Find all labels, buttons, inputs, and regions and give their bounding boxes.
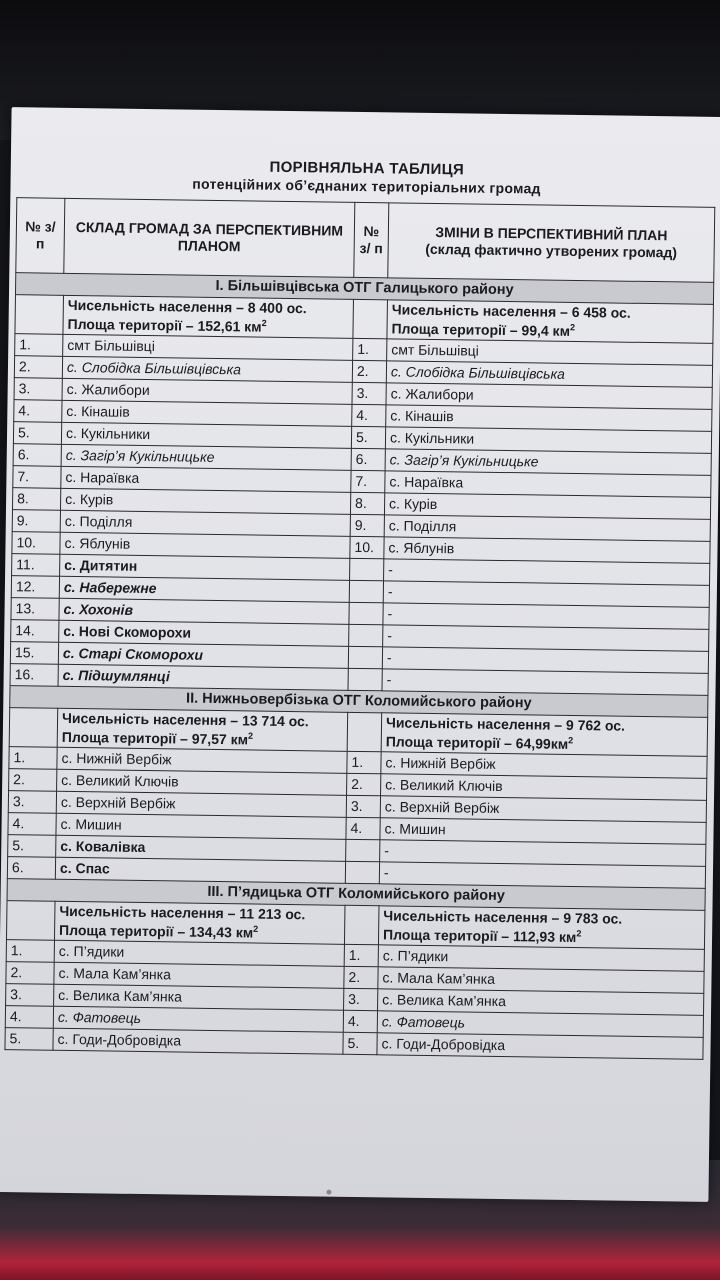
- right-settlement: с. Верхній Вербіж: [380, 796, 706, 823]
- left-row-number: 5.: [5, 1028, 53, 1051]
- right-row-number: [349, 580, 383, 602]
- population-text: Чисельність населення – 9 783 ос.: [383, 907, 623, 927]
- right-settlement: -: [382, 669, 708, 696]
- comparison-table: [4, 197, 715, 1060]
- left-settlement: с. Нараївка: [61, 466, 351, 492]
- right-number-blank: [344, 905, 379, 944]
- left-row-number: 10.: [12, 532, 60, 555]
- right-row-number: [348, 668, 382, 690]
- left-settlement: с. Жалибори: [62, 378, 352, 404]
- right-row-number: 1.: [353, 338, 387, 360]
- left-row-number: 2.: [14, 356, 62, 379]
- square-unit: 2: [248, 730, 254, 741]
- area-text: [59, 921, 340, 944]
- right-row-number: 4.: [343, 1010, 377, 1032]
- area-value: Площа території – 134,43 км: [59, 921, 254, 941]
- left-column-header: СКЛАД ГРОМАД ЗА ПЕРСПЕКТИВНИМ ПЛАНОМ: [64, 198, 355, 277]
- right-settlement: с. Нараївка: [385, 471, 711, 498]
- area-value: Площа території – 99,4 км: [391, 320, 571, 339]
- right-row-number: 1.: [347, 751, 381, 773]
- right-column-header: [388, 203, 715, 283]
- left-row-number: 1.: [9, 747, 57, 770]
- right-settlement: с. Нижній Вербіж: [381, 752, 707, 779]
- right-row-number: [349, 602, 383, 624]
- right-settlement: с. Курів: [384, 493, 710, 520]
- left-settlement: смт Більшівці: [63, 334, 353, 360]
- left-row-number: 1.: [15, 334, 63, 357]
- left-row-number: 16.: [10, 664, 58, 687]
- right-stats: [378, 906, 705, 950]
- right-settlement: -: [379, 862, 705, 889]
- right-number-header: № з/ п: [354, 202, 389, 277]
- left-row-number: 9.: [12, 510, 60, 533]
- right-settlement: смт Більшівці: [387, 339, 713, 366]
- left-row-number: 11.: [12, 554, 60, 577]
- left-settlement: с. Мала Кам’янка: [54, 962, 344, 988]
- left-settlement: с. Нові Скоморохи: [59, 620, 349, 646]
- left-settlement: с. Підшумлянці: [58, 664, 348, 690]
- right-settlement: с. Кінашів: [386, 405, 712, 432]
- right-settlement: -: [383, 625, 709, 652]
- left-row-number: 4.: [14, 400, 62, 423]
- right-row-number: 1.: [344, 944, 378, 966]
- right-row-number: 2.: [344, 966, 378, 988]
- left-row-number: 3.: [6, 984, 54, 1007]
- left-settlement: с. Хохонів: [59, 598, 349, 624]
- right-settlement: с. Кукільники: [385, 427, 711, 454]
- right-number-blank: [347, 712, 382, 751]
- square-unit: 2: [568, 735, 574, 746]
- area-value: Площа території – 64,99км: [385, 733, 569, 752]
- right-header-line2: (склад фактично утворених громад): [425, 240, 678, 261]
- left-row-number: 6.: [13, 444, 61, 467]
- left-settlement: с. Мишин: [56, 813, 346, 839]
- left-number-header: № з/ п: [16, 198, 65, 274]
- right-row-number: 5.: [351, 426, 385, 448]
- right-settlement: с. Яблунів: [384, 537, 710, 564]
- left-settlement: с. Курів: [60, 488, 350, 514]
- right-settlement: -: [383, 603, 709, 630]
- left-row-number: 13.: [11, 598, 59, 621]
- left-row-number: 8.: [12, 488, 60, 511]
- left-row-number: 3.: [14, 378, 62, 401]
- right-settlement: с. Слобідка Більшівцівська: [386, 361, 712, 388]
- right-settlement: с. Велика Кам’янка: [378, 989, 704, 1016]
- left-stats: [57, 708, 348, 751]
- population-text: Чисельність населення – 11 213 ос.: [59, 902, 306, 923]
- table-header-row: [16, 198, 715, 283]
- left-settlement: с. Кінашів: [62, 400, 352, 426]
- left-settlement: с. Загір’я Кукільницьке: [61, 444, 351, 470]
- right-stats: [387, 300, 714, 344]
- left-settlement: с. Слобідка Більшівцівська: [62, 356, 352, 382]
- right-row-number: 10.: [350, 536, 384, 558]
- left-number-blank: [15, 295, 64, 335]
- document-page: [0, 107, 720, 1202]
- population-text: Чисельність населення – 9 762 ос.: [385, 714, 626, 734]
- left-row-number: 12.: [11, 576, 59, 599]
- right-row-number: 2.: [352, 360, 386, 382]
- left-row-number: 7.: [13, 466, 61, 489]
- area-value: Площа території – 112,93 км: [382, 926, 577, 946]
- right-row-number: [350, 558, 384, 580]
- right-settlement: с. П’ядики: [378, 945, 704, 972]
- right-row-number: 3.: [346, 795, 380, 817]
- right-settlement: с. Фатовець: [377, 1011, 703, 1038]
- area-text: [67, 315, 348, 338]
- left-settlement: с. Спас: [55, 857, 345, 883]
- right-settlement: с. Загір’я Кукільницьке: [385, 449, 711, 476]
- square-unit: 2: [576, 928, 582, 939]
- left-number-blank: [9, 708, 58, 748]
- document-title: ПОРІВНЯЛЬНА ТАБЛИЦЯ: [269, 158, 465, 179]
- left-settlement: с. Годи-Добровідка: [53, 1028, 343, 1054]
- right-row-number: 6.: [351, 448, 385, 470]
- left-row-number: 2.: [9, 769, 57, 792]
- right-row-number: 5.: [343, 1032, 377, 1054]
- population-text: Чисельність населення – 8 400 ос.: [67, 296, 307, 317]
- right-row-number: 7.: [351, 470, 385, 492]
- paper-mark: [326, 1190, 331, 1195]
- right-settlement: -: [384, 559, 710, 586]
- right-settlement: с. Годи-Добровідка: [377, 1033, 703, 1060]
- square-unit: 2: [261, 317, 267, 329]
- left-settlement: с. П’ядики: [54, 940, 344, 966]
- right-settlement: с. Поділля: [384, 515, 710, 542]
- area-value: Площа території – 152,61 км: [67, 315, 262, 335]
- left-settlement: с. Велика Кам’янка: [54, 984, 344, 1010]
- right-settlement: -: [380, 840, 706, 867]
- right-row-number: 3.: [352, 382, 386, 404]
- right-settlement: -: [382, 647, 708, 674]
- right-stats: [381, 713, 708, 757]
- right-settlement: -: [383, 581, 709, 608]
- left-settlement: с. Фатовець: [53, 1006, 343, 1032]
- right-row-number: [348, 646, 382, 668]
- right-header-line1: ЗМІНИ В ПЕРСПЕКТИВНИЙ ПЛАН: [435, 224, 668, 244]
- left-stats: [54, 901, 345, 944]
- right-settlement: с. Великий Ключів: [381, 774, 707, 801]
- square-unit: 2: [569, 322, 576, 333]
- document-subtitle: потенційних об’єднаних територіальних громад: [192, 175, 541, 197]
- right-settlement: с. Мишин: [380, 818, 706, 845]
- left-row-number: 14.: [11, 620, 59, 643]
- left-row-number: 4.: [5, 1006, 53, 1029]
- left-row-number: 4.: [8, 813, 56, 836]
- section-title: І. Більшівцівська ОТГ Галицького району: [15, 273, 713, 305]
- section-title: ІІІ. П’ядицька ОТГ Коломийського району: [7, 879, 705, 911]
- table-body: [5, 273, 714, 1060]
- left-settlement: с. Ковалівка: [56, 835, 346, 861]
- right-row-number: [349, 624, 383, 646]
- right-row-number: [346, 839, 380, 861]
- right-number-blank: [353, 299, 388, 338]
- left-settlement: с. Яблунів: [60, 532, 350, 558]
- section-title: ІІ. Нижньовербізька ОТГ Коломийського району: [10, 686, 708, 718]
- right-row-number: 2.: [347, 773, 381, 795]
- left-settlement: с. Поділля: [60, 510, 350, 536]
- area-text: [62, 728, 343, 751]
- population-text: Чисельність населення – 6 458 ос.: [391, 301, 631, 321]
- left-row-number: 2.: [6, 962, 54, 985]
- left-row-number: 5.: [13, 422, 61, 445]
- area-value: Площа території – 97,57 км: [61, 728, 249, 748]
- left-settlement: с. Набережне: [59, 576, 349, 602]
- square-unit: 2: [253, 923, 259, 934]
- population-text: Чисельність населення – 13 714 ос.: [61, 709, 309, 730]
- left-settlement: с. Старі Скоморохи: [58, 642, 348, 668]
- right-row-number: 8.: [350, 492, 384, 514]
- left-settlement: с. Кукільники: [61, 422, 351, 448]
- left-settlement: с. Дитятин: [60, 554, 350, 580]
- right-row-number: [345, 861, 379, 883]
- right-settlement: с. Мала Кам’янка: [378, 967, 704, 994]
- left-settlement: с. Великий Ключів: [57, 769, 347, 795]
- left-row-number: 5.: [8, 835, 56, 858]
- left-settlement: с. Нижній Вербіж: [57, 747, 347, 773]
- left-row-number: 15.: [10, 642, 58, 665]
- left-row-number: 6.: [7, 857, 55, 880]
- left-stats: [63, 295, 354, 338]
- right-row-number: 4.: [352, 404, 386, 426]
- right-row-number: 4.: [346, 817, 380, 839]
- left-row-number: 1.: [6, 940, 54, 963]
- right-row-number: 9.: [350, 514, 384, 536]
- left-settlement: с. Верхній Вербіж: [56, 791, 346, 817]
- right-settlement: с. Жалибори: [386, 383, 712, 410]
- left-row-number: 3.: [8, 791, 56, 814]
- left-number-blank: [6, 901, 55, 941]
- right-row-number: 3.: [344, 988, 378, 1010]
